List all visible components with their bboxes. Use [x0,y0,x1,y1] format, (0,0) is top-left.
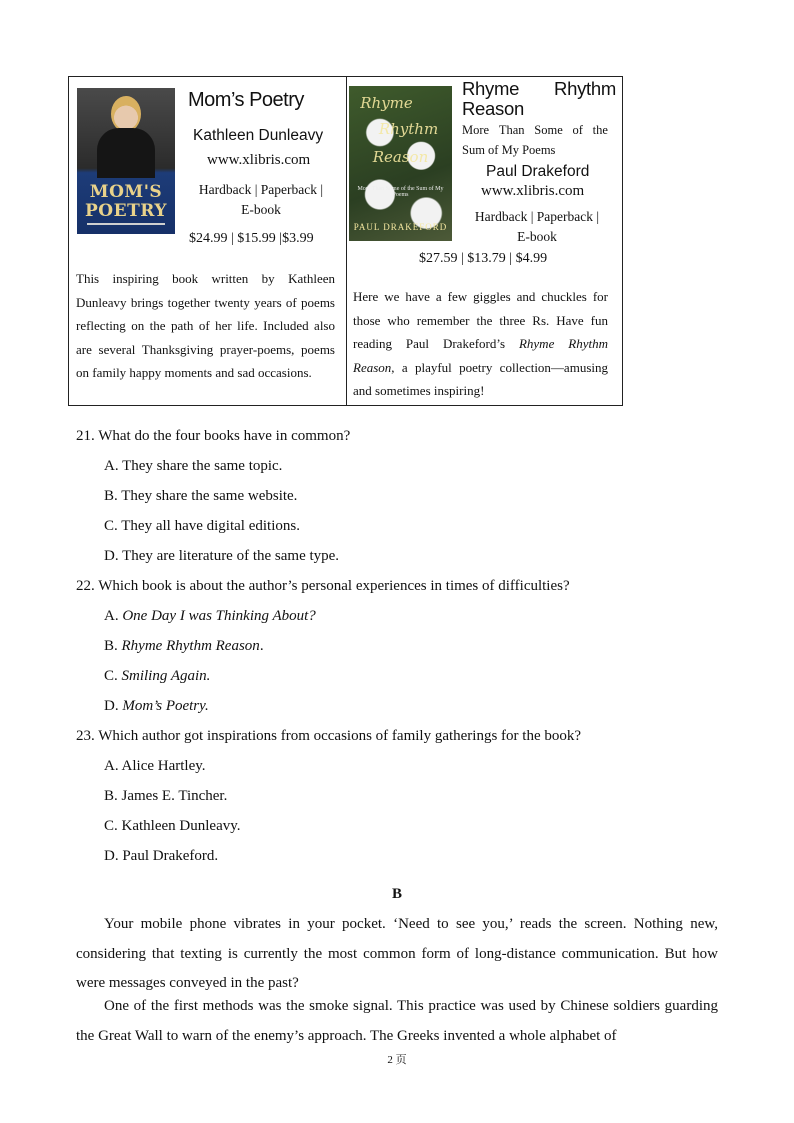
book-subtitle [462,120,608,160]
cover-author: PAUL DRAKEFORD [353,222,448,232]
title-word: Rhythm [554,78,616,99]
description-text: , a playful poetry collection—amusing and sometimes inspiring! [353,359,608,398]
formats-line: Hardback | Paperback | [474,209,600,224]
moms-poetry-cover-image [77,88,175,234]
option-suffix: . [259,638,264,654]
option-letter: D. [104,548,119,564]
subtitle-word: Than [498,123,525,137]
book-formats [191,180,331,220]
subtitle-word: More [462,123,490,137]
book-author: Kathleen Dunleavy [193,127,324,144]
option-letter: C. [104,518,118,534]
option-d[interactable] [104,846,218,866]
option-text: Smiling Again. [121,668,211,684]
cover-title-line: POETRY [85,201,167,221]
description-text: Here we have a few giggles and chuckles for those who remember the three Rs. Have fun reading Paul Drakeford’s [353,289,608,351]
book-description: This inspiring book written by Kathleen Dunleavy brings together twenty years of poems reflecting on the path of her life. Included also are several Thanksgiving prayer-poems, poems on family happy moments and sad occasions. [76,271,335,380]
option-letter: A. [104,608,119,624]
option-letter: B. [104,488,118,504]
book-author: Paul Drakeford [486,163,590,180]
option-letter: D. [104,698,119,714]
book-prices: $24.99 | $15.99 |$3.99 [189,231,314,246]
option-a[interactable] [104,456,282,476]
page-number: 2 页 [387,1054,407,1066]
question-stem: 22. Which book is about the author’s personal experiences in times of difficulties? [76,578,570,594]
book-table [68,76,623,406]
option-letter: A. [104,458,119,474]
question-stem: 21. What do the four books have in common? [76,428,351,444]
option-a[interactable] [104,606,316,626]
option-text: James E. Tincher. [121,788,228,804]
question-stem: 23. Which author got inspirations from occasions of family gatherings for the book? [76,728,582,744]
option-text: They share the same topic. [122,458,283,474]
option-letter: B. [104,788,118,804]
formats-line: E-book [241,202,281,217]
formats-line: E-book [517,229,557,244]
book-website: www.xlibris.com [207,152,311,168]
option-text: Alice Hartley. [121,758,206,774]
option-b[interactable] [104,786,227,806]
book-prices: $27.59 | $13.79 | $4.99 [419,251,548,266]
passage-paragraph: Your mobile phone vibrates in your pocket. ‘Need to see you,’ reads the screen. Nothing new, considering that texting is currently the most common form of long-distance communication. But how were messages conveyed in the past? [76,916,718,991]
subtitle-word: Some [534,123,563,137]
option-b[interactable] [104,486,297,506]
option-letter: C. [104,818,118,834]
option-a[interactable] [104,756,206,776]
option-text: They are literature of the same type. [122,548,340,564]
option-c[interactable] [104,516,300,536]
passage-paragraph: One of the first methods was the smoke signal. This practice was used by Chinese soldiers guarding the Great Wall to warn of the enemy’s approach. The Greeks invented a whole alphabet of [76,998,718,1044]
book-title [462,79,616,119]
option-text: They all have digital editions. [121,518,300,534]
option-letter: A. [104,758,119,774]
option-letter: B. [104,638,118,654]
title-word: Reason [462,98,524,119]
option-letter: D. [104,848,119,864]
option-text: Kathleen Dunleavy. [121,818,241,834]
cover-title-word: Rhythm [378,120,439,138]
cover-title-line: MOM'S [89,182,163,202]
option-text: Mom’s Poetry. [122,698,209,714]
description-book-title: Rhyme Rhythm Reason [353,336,608,375]
option-text: Rhyme Rhythm Reason [121,638,260,654]
book-formats [465,207,609,247]
option-text: One Day I was Thinking About? [122,608,316,624]
title-word: Rhyme [462,78,520,99]
option-text: They share the same website. [121,488,298,504]
option-b[interactable] [104,636,264,656]
subtitle-word: the [592,123,608,137]
formats-line: Hardback | Paperback | [198,182,324,197]
option-d[interactable] [104,546,339,566]
cover-title-word: Rhyme [360,94,413,112]
subtitle-word: of [572,123,583,137]
book-description [353,285,608,403]
cover-title-word: Reason [372,148,429,166]
subtitle-line: Sum of My Poems [462,143,556,157]
cover-subtitle: More Than Some of the Sum of My Poems [357,186,444,198]
book-website: www.xlibris.com [481,183,585,199]
option-c[interactable] [104,816,241,836]
option-c[interactable] [104,666,210,686]
rhyme-rhythm-reason-cover-image [349,86,452,241]
book-title: Mom’s Poetry [188,89,304,111]
book-cell-moms-poetry [69,77,347,405]
section-heading: B [391,886,402,902]
option-d[interactable] [104,696,209,716]
option-text: Paul Drakeford. [122,848,219,864]
option-letter: C. [104,668,118,684]
